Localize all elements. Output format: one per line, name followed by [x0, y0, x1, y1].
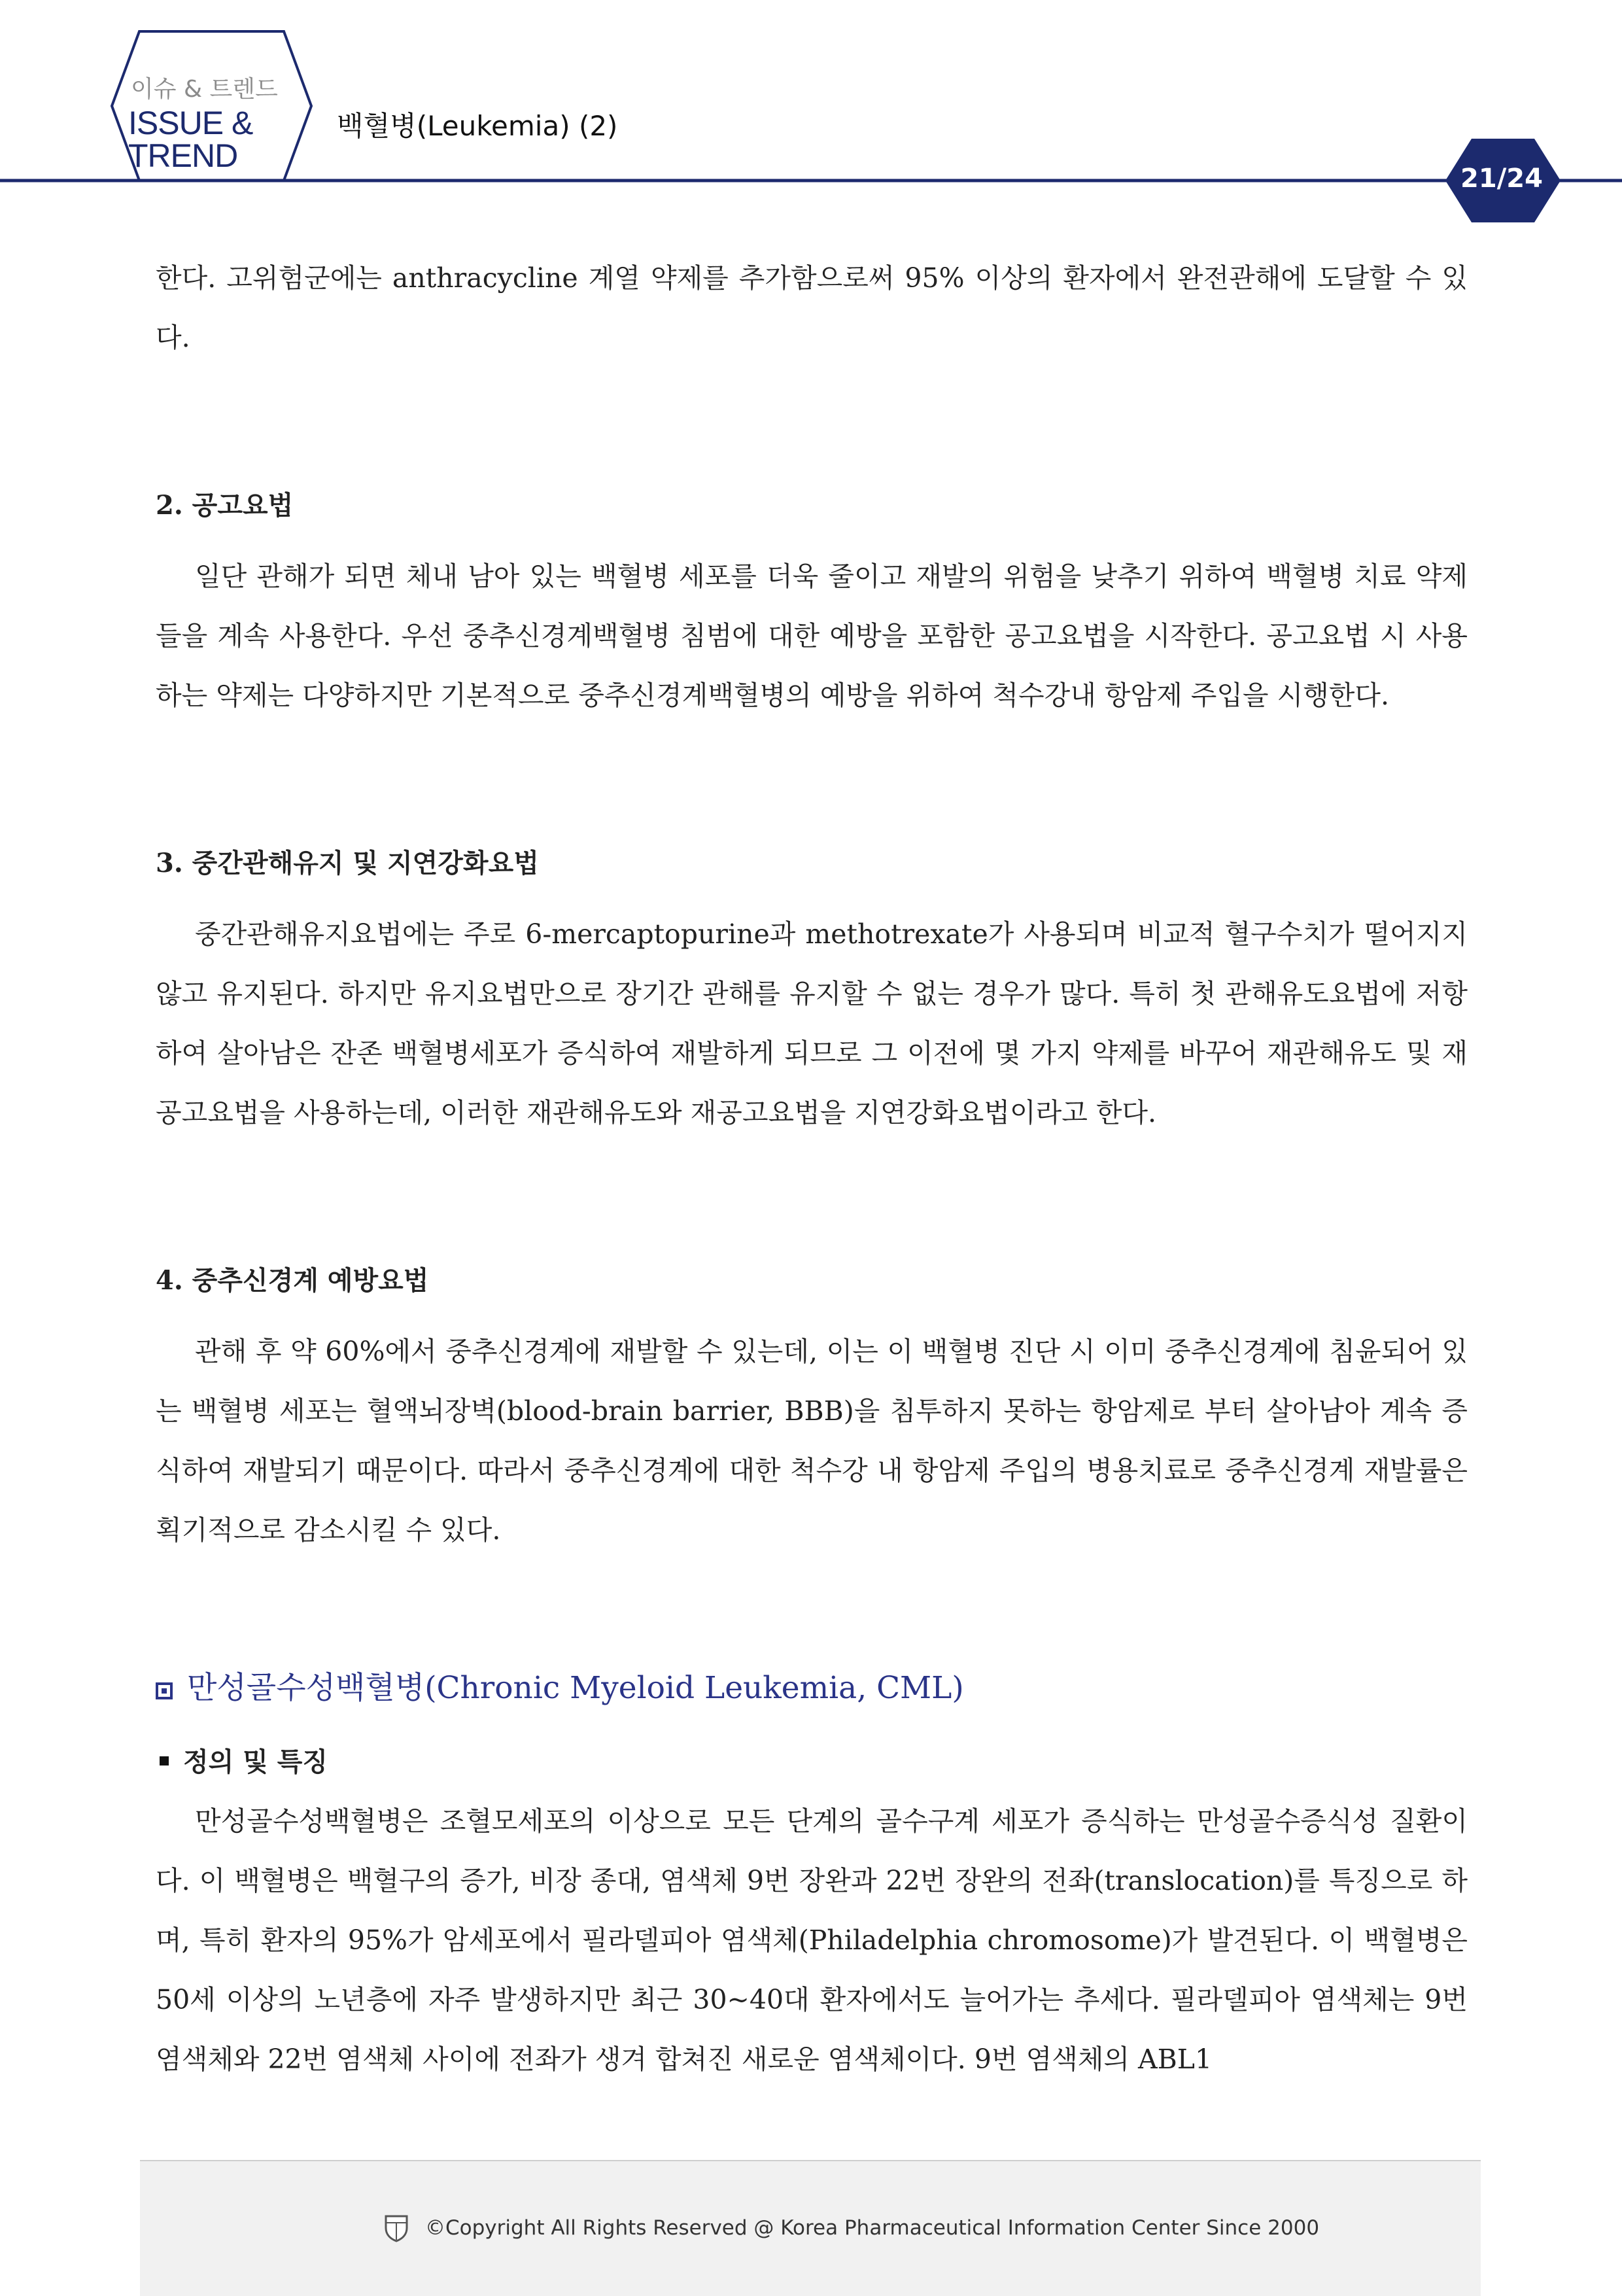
cml-subheading: [156, 1732, 1468, 1792]
issue-trend-label-line2: TREND: [128, 137, 238, 174]
section-heading-maintenance: 3. 중간관해유지 및 지연강화요법: [156, 848, 539, 878]
intro-paragraph: 한다. 고위험군에는 anthracycline 계열 약제를 추가함으로써 95% 이상의 환자에서 완전관해에 도달할 수 있다.: [156, 262, 1468, 353]
page-number: 21/24: [1460, 164, 1543, 194]
document-body: [156, 249, 1468, 2089]
cml-heading: [156, 1658, 1468, 1718]
copyright-text: ©Copyright All Rights Reserved @ Korea Pharmaceutical Information Center Since 2000: [425, 2216, 1320, 2240]
section-paragraph-maintenance: 중간관해유지요법에는 주로 6-mercaptopurine과 methotrexate가 사용되며 비교적 혈구수치가 떨어지지 않고 유지된다. 하지만 유지요법만으로 장기간 관해를 유지할 수 없는 경우가 많다. 특히 첫 관해유도요법에 저항하여 살아남은 잔존 백혈병세포가 증식하여 재발하게 되므로 그 이전에 몇 가지 약제를 바꾸어 재관해유도 및 재공고요법을 사용하는데, 이러한 재관해유도와 재공고요법을 지연강화요법이라고 한다.: [156, 918, 1468, 1128]
cml-paragraph: 만성골수성백혈병은 조혈모세포의 이상으로 모든 단계의 골수구계 세포가 증식하는 만성골수증식성 질환이다. 이 백혈병은 백혈구의 증가, 비장 종대, 염색체 9번 장완과 22번 장완의 전좌(translocation)를 특징으로 하며, 특히 환자의 95%가 암세포에서 필라델피아 염색체(Philadelphia chromosome)가 발견된다. 이 백혈병은 50세 이상의 노년층에 자주 발생하지만 최근 30~40대 환자에서도 늘어가는 추세다. 필라델피아 염색체는 9번 염색체와 22번 염색체 사이에 전좌가 생겨 합쳐진 새로운 염색체이다. 9번 염색체의 ABL1: [156, 1805, 1468, 2075]
section-heading-cns-prophylaxis: 4. 중추신경계 예방요법: [156, 1265, 429, 1296]
page-footer: [140, 2160, 1481, 2296]
issue-trend-korean-label: 이슈 & 트렌드: [131, 76, 278, 103]
issue-trend-label-line1: ISSUE &: [128, 105, 253, 141]
section-paragraph-consolidation: 일단 관해가 되면 체내 남아 있는 백혈병 세포를 더욱 줄이고 재발의 위험을 낮추기 위하여 백혈병 치료 약제들을 계속 사용한다. 우선 중추신경계백혈병 침범에 대한 예방을 포함한 공고요법을 시작한다. 공고요법 시 사용하는 약제는 다양하지만 기본적으로 중추신경계백혈병의 예방을 위하여 척수강내 항암제 주입을 시행한다.: [156, 561, 1468, 711]
section-paragraph-cns-prophylaxis: 관해 후 약 60%에서 중추신경계에 재발할 수 있는데, 이는 이 백혈병 진단 시 이미 중추신경계에 침윤되어 있는 백혈병 세포는 혈액뇌장벽(blood-brain barrier, BBB)을 침투하지 못하는 항암제로 부터 살아남아 계속 증식하여 재발되기 때문이다. 따라서 중추신경계에 대한 척수강 내 항암제 주입의 병용치료로 중추신경계 재발률은 획기적으로 감소시킬 수 있다.: [156, 1336, 1468, 1546]
cml-subheading-text: 정의 및 특징: [183, 1747, 328, 1777]
cml-heading-text: 만성골수성백혈병(Chronic Myeloid Leukemia, CML): [187, 1670, 964, 1706]
section-heading-consolidation: 2. 공고요법: [156, 490, 294, 521]
page-header: [0, 0, 1622, 222]
small-square-bullet-icon: [160, 1756, 169, 1765]
shield-emblem-icon: [383, 2214, 409, 2242]
square-bullet-icon: [156, 1682, 173, 1699]
document-title: 백혈병(Leukemia) (2): [337, 110, 618, 142]
